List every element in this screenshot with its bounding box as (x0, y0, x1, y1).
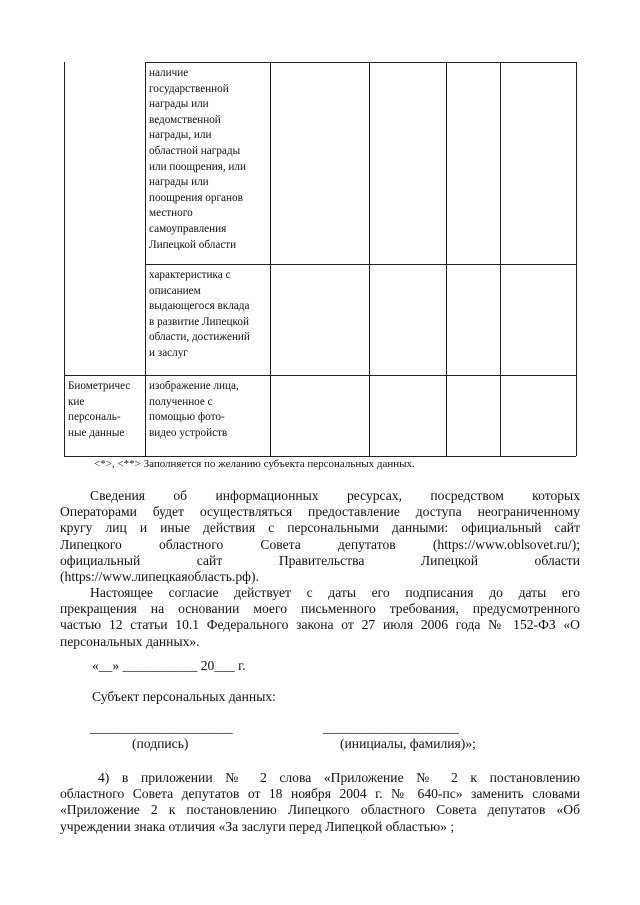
table-column-divider (270, 62, 271, 456)
name-caption: (инициалы, фамилия)»; (340, 736, 476, 751)
table-column-divider (500, 62, 501, 456)
table-column-divider (369, 62, 370, 456)
info-paragraph-body (60, 504, 580, 585)
amendment-paragraph-first (98, 770, 580, 786)
paragraph-line: «Приложение 2 к постановлению Липецкого областного Совета депутатов «Об (60, 802, 580, 818)
paragraph-line: Сведения об информационных ресурсах, посредством которых (90, 488, 580, 503)
paragraph-line: кругу лиц и иные действия с персональными данными: официальный сайт (60, 520, 580, 536)
paragraph-line: персональных данных». (60, 633, 200, 649)
name-line: ____________________ (323, 720, 459, 735)
footnote: <*>, <**> Заполняется по желанию субъекта персональных данных. (94, 458, 415, 470)
paragraph-line: учреждении знака отличия «За заслуги перед Липецкой областью» ; (60, 818, 455, 834)
table-border-left (64, 62, 65, 456)
amendment-paragraph-body (60, 786, 580, 835)
subject-label: Субъект персональных данных: (92, 689, 276, 704)
paragraph-line: областного Совета депутатов от 18 ноября 2004 г. № 640-пс» заменить словами (60, 786, 580, 801)
paragraph-line: (https://www.липецкаяобласть.рф). (60, 569, 259, 585)
paragraph-line: Операторами будет осуществляться предоставление доступа неограниченному (60, 504, 580, 519)
paragraph-line: Липецкого областного Совета депутатов (https://www.oblsovet.ru/); (60, 536, 580, 552)
date-line: «__» ___________ 20___ г. (92, 658, 246, 673)
table-column-divider (145, 62, 146, 456)
consent-paragraph-body (60, 601, 580, 650)
paragraph-line: Настоящее согласие действует с даты его подписания до даты его (90, 585, 580, 600)
table-column-divider (446, 62, 447, 456)
paragraph-line: 4) в приложении № 2 слова «Приложение № 2 к постановлению (98, 770, 580, 785)
table-cell-category: Биометричес кие персональ- ные данные (68, 380, 131, 439)
paragraph-line: прекращения на основании моего письменного требования, предусмотренного (60, 601, 580, 616)
table-cell-item: наличие государственной награды или ведомственной награды, или областной награды или поощрения, или награды или поощрения органов местного самоуправления Липецкой области (149, 67, 246, 251)
paragraph-line: частью 12 статьи 10.1 Федерального закона от 27 июля 2006 года № 152-ФЗ «О (60, 617, 580, 633)
paragraph-line: официальный сайт Правительства Липецкой области (60, 552, 580, 568)
table-cell-item: изображение лица, полученное с помощью фото- видео устройств (149, 380, 239, 439)
table-row-border (145, 264, 576, 265)
signature-line: _____________________ (90, 720, 233, 735)
consent-paragraph-first (90, 585, 580, 601)
table-row-border (145, 62, 576, 63)
signature-caption: (подпись) (132, 736, 189, 751)
info-paragraph-line (90, 488, 580, 504)
table-cell-item: характеристика с описанием выдающегося вклада в развитие Липецкой области, достижений и заслуг (149, 269, 250, 359)
table-row-border (64, 375, 576, 376)
table-border-right (576, 62, 577, 456)
